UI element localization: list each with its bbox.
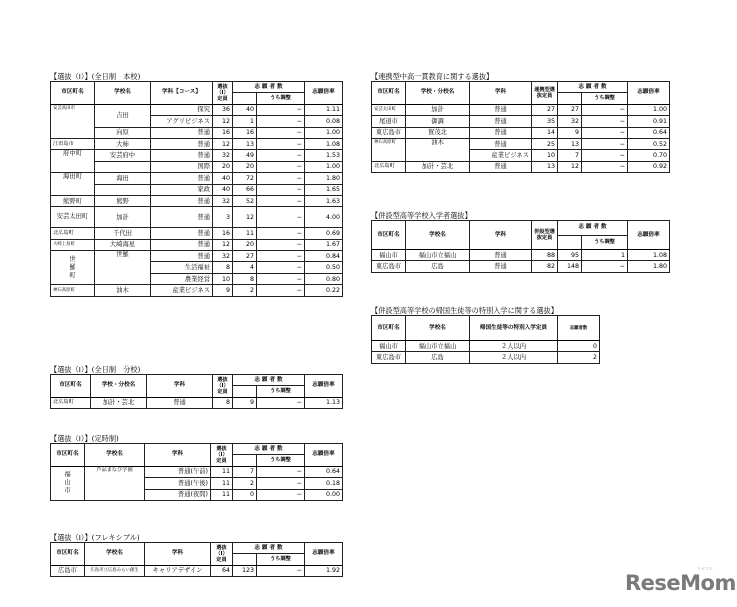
cell-ratio: 0.69 (305, 228, 343, 239)
cell-school: 加計 (406, 104, 470, 115)
cell-uchi: − (257, 116, 305, 127)
cell-city: 北広島町 (51, 228, 95, 239)
cell-dept: 普通 (151, 138, 213, 149)
header-school: 学校・分校名 (406, 82, 470, 105)
section-flexible (50, 533, 343, 577)
cell-applicants: 9 (233, 397, 257, 408)
cell-applicants: 12 (233, 207, 257, 228)
cell-quota: 36 (213, 104, 233, 115)
cell-city: 広島市 (51, 565, 85, 576)
cell-ratio: 0.22 (305, 285, 343, 296)
header-city: 市区町名 (51, 82, 95, 105)
cell-applicants: 27 (558, 104, 582, 115)
cell-dept: 普通 (470, 116, 532, 127)
header-ratio: 志願倍率 (305, 82, 343, 105)
cell-dept: 普通(午前) (145, 466, 211, 477)
cell-applicants: 2 (558, 352, 600, 363)
cell-applicants: 20 (233, 239, 257, 250)
cell-applicants: 148 (558, 261, 582, 272)
table-renkeigata (371, 81, 670, 173)
cell-ratio: 1.00 (305, 161, 343, 172)
cell-city: 福山市 (372, 250, 406, 261)
cell-quota: 11 (211, 489, 233, 500)
section-renkeigata (371, 72, 670, 173)
table-row (372, 341, 600, 352)
cell-city: 安芸高田市 (51, 104, 95, 138)
cell-dept: 生活福祉 (151, 262, 213, 273)
header-uchi: うち調整 (582, 93, 628, 104)
cell-uchi: − (257, 195, 305, 206)
cell-quota: 35 (532, 116, 558, 127)
cell-quota: 32 (213, 195, 233, 206)
cell-applicants: 9 (558, 127, 582, 138)
cell-quota: 32 (213, 150, 233, 161)
cell-uchi: − (257, 251, 305, 262)
cell-applicants: 12 (558, 161, 582, 172)
cell-dept: 産業ビジネス (470, 150, 532, 161)
cell-applicants: 8 (233, 273, 257, 284)
cell-quota: 12 (213, 138, 233, 149)
cell-ratio: 1.67 (305, 239, 343, 250)
header-applicants: 志 願 者 数 (233, 375, 305, 386)
table-row (51, 251, 343, 262)
cell-ratio: 1.11 (305, 104, 343, 115)
cell-ratio: 1.80 (628, 261, 670, 272)
cell-city: 北広島町 (372, 161, 406, 172)
header-ratio: 志願倍率 (305, 375, 343, 398)
cell-school: 熊野 (95, 195, 151, 206)
cell-uchi: − (257, 262, 305, 273)
header-city: 市区町名 (372, 316, 406, 341)
table-row (372, 127, 670, 138)
cell-school: 加計・芸北 (91, 397, 147, 408)
resemom-logo: ReseMom (625, 571, 736, 595)
cell-quota: 27 (532, 104, 558, 115)
cell-applicants: 123 (233, 565, 257, 576)
table-row (51, 104, 343, 115)
header-quota: 選抜（Ⅰ）定員 (213, 82, 233, 105)
cell-ratio: 1.00 (628, 104, 670, 115)
cell-uchi: − (257, 239, 305, 250)
cell-uchi: − (582, 161, 628, 172)
cell-uchi: − (257, 273, 305, 284)
cell-applicants: 20 (233, 161, 257, 172)
header-applicants: 志 願 者 数 (558, 82, 628, 93)
cell-dept: 普通 (470, 161, 532, 172)
cell-school: 世羅 (95, 251, 151, 285)
cell-city: 神石高原町 (51, 285, 95, 296)
table-row (51, 285, 343, 296)
cell-dept: 普通 (151, 207, 213, 228)
cell-dept: 普通(夜間) (145, 489, 211, 500)
cell-school: 広島 (406, 352, 470, 363)
cell-dept: 産業ビジネス (151, 285, 213, 296)
cell-school: 加計 (95, 207, 151, 228)
table-zennichi-honkou (50, 81, 343, 297)
table-row (51, 150, 343, 161)
header-dept: 学科 (145, 543, 211, 566)
header-applicants: 志 願 者 数 (558, 221, 628, 236)
cell-school: 吉田 (95, 104, 151, 127)
cell-quota: 12 (213, 116, 233, 127)
section-title: 【併設型高等学校の帰国生徒等の特別入学に関する選抜】 (371, 306, 558, 315)
cell-city: 尾道市 (372, 116, 406, 127)
header-quota: 選抜（Ⅰ）定員 (211, 543, 233, 566)
cell-quota: ２人以内 (470, 352, 558, 363)
cell-dept: 普通 (470, 250, 532, 261)
cell-applicants: 2 (233, 478, 257, 489)
cell-dept: 普通 (470, 104, 532, 115)
header-school: 学校名 (85, 543, 145, 566)
header-quota: 選抜（Ⅰ）定員 (211, 444, 233, 467)
table-heisetsugata (371, 220, 670, 273)
cell-quota: 13 (532, 161, 558, 172)
cell-uchi: − (257, 478, 305, 489)
cell-quota: 8 (213, 262, 233, 273)
header-school: 学校・分校名 (91, 375, 147, 398)
cell-city: 安芸太田町 (51, 207, 95, 228)
header-quota: 連携型選抜定員 (532, 82, 558, 105)
cell-school: 芦品まなび学園 (85, 466, 145, 500)
table-row (51, 466, 343, 477)
cell-uchi: − (582, 116, 628, 127)
header-quota: 選抜（Ⅰ）定員 (213, 375, 233, 398)
section-heisetsugata (371, 211, 670, 273)
header-dept: 学科 (470, 82, 532, 105)
cell-ratio: 1.13 (305, 397, 343, 408)
cell-uchi: − (257, 104, 305, 115)
section-title: 【選抜（Ⅰ）】(フレキシブル) (50, 533, 140, 542)
header-city: 市区町名 (372, 221, 406, 250)
cell-ratio: 1.00 (305, 127, 343, 138)
cell-city: 東広島市 (372, 261, 406, 272)
cell-uchi: − (257, 184, 305, 195)
section-zennichi-honkou (50, 72, 343, 297)
cell-quota: 3 (213, 207, 233, 228)
cell-ratio: 1.08 (305, 138, 343, 149)
header-dept: 学科 (145, 444, 211, 467)
cell-quota: 14 (532, 127, 558, 138)
cell-applicants: 13 (558, 138, 582, 149)
cell-city: 福山市 (51, 466, 85, 500)
cell-applicants: 40 (233, 104, 257, 115)
cell-quota: 12 (213, 239, 233, 250)
cell-quota: 20 (213, 161, 233, 172)
logo-subtext: リセマム (697, 566, 713, 571)
table-row (372, 261, 670, 272)
cell-quota: 40 (213, 184, 233, 195)
header-quota: 併設型選抜定員 (532, 221, 558, 250)
cell-applicants: 72 (233, 173, 257, 184)
header-applicants: 志 願 者 数 (233, 82, 305, 93)
header-city: 市区町名 (51, 444, 85, 467)
cell-school: 大崎海星 (95, 239, 151, 250)
cell-applicants: 95 (558, 250, 582, 261)
table-row (372, 104, 670, 115)
cell-uchi: − (257, 489, 305, 500)
cell-quota: 16 (213, 127, 233, 138)
table-row (51, 138, 343, 149)
table-zennichi-bunkou (50, 374, 343, 409)
cell-uchi: − (257, 207, 305, 228)
cell-quota: 10 (532, 150, 558, 161)
cell-uchi: − (257, 565, 305, 576)
cell-dept: 普通 (151, 251, 213, 262)
section-title: 【併設型高等学校入学者選抜】 (371, 211, 472, 220)
cell-quota: 88 (532, 250, 558, 261)
table-row (372, 250, 670, 261)
cell-applicants: 4 (233, 262, 257, 273)
cell-ratio: 0.64 (628, 127, 670, 138)
cell-dept: 普通 (151, 228, 213, 239)
cell-applicants: 16 (233, 127, 257, 138)
cell-applicants: 52 (233, 195, 257, 206)
cell-school: 安芸府中 (95, 150, 151, 161)
cell-dept: 普通 (151, 173, 213, 184)
cell-city: 海田町 (51, 173, 95, 196)
cell-dept: 普通 (151, 127, 213, 138)
table-row (51, 173, 343, 184)
table-row (372, 116, 670, 127)
section-title: 【選抜（Ⅰ）】(全日制 分校) (50, 365, 141, 374)
cell-ratio: 0.80 (305, 273, 343, 284)
cell-dept: 普通 (151, 150, 213, 161)
cell-dept: 普通 (151, 195, 213, 206)
cell-applicants: 13 (233, 138, 257, 149)
cell-uchi: − (257, 285, 305, 296)
cell-dept: 普通(午後) (145, 478, 211, 489)
section-kikoku (371, 306, 600, 364)
cell-dept: 普通 (470, 138, 532, 149)
cell-uchi: − (257, 173, 305, 184)
cell-quota: 82 (532, 261, 558, 272)
cell-ratio: 0.64 (305, 466, 343, 477)
cell-school: 御調 (406, 116, 470, 127)
cell-ratio: 0.84 (305, 251, 343, 262)
cell-uchi: − (257, 228, 305, 239)
header-school: 学校名 (85, 444, 145, 467)
cell-school: 油木 (406, 138, 470, 161)
cell-city: 東広島市 (372, 352, 406, 363)
table-row (51, 228, 343, 239)
cell-ratio: 0.91 (628, 116, 670, 127)
cell-ratio: 4.00 (305, 207, 343, 228)
header-ratio: 志願倍率 (305, 543, 343, 566)
cell-quota: 16 (213, 228, 233, 239)
cell-uchi: − (257, 127, 305, 138)
header-ratio: 志願倍率 (628, 221, 670, 250)
section-title: 【連携型中高一貫教育に関する選抜】 (371, 72, 494, 81)
header-ratio: 志願倍率 (305, 444, 343, 467)
cell-applicants: 49 (233, 150, 257, 161)
header-school: 学校名 (95, 82, 151, 105)
cell-school: 広島 (406, 261, 470, 272)
cell-dept: 普通 (470, 127, 532, 138)
cell-city: 大崎上島町 (51, 239, 95, 250)
cell-dept: 国際 (151, 161, 213, 172)
header-city: 市区町名 (51, 543, 85, 566)
header-uchi: うち調整 (257, 93, 305, 104)
cell-ratio: 1.92 (305, 565, 343, 576)
cell-applicants: 66 (233, 184, 257, 195)
cell-city: 世羅町 (51, 251, 95, 285)
cell-quota: 64 (211, 565, 233, 576)
cell-ratio: 0.08 (305, 116, 343, 127)
header-dept: 学科 (470, 221, 532, 250)
cell-school: 大柿 (95, 138, 151, 149)
table-row (51, 207, 343, 228)
section-title: 【選抜（Ⅰ）】(全日制 本校) (50, 72, 141, 81)
cell-school: 広島市立広島みらい創生 (85, 565, 145, 576)
table-row (51, 195, 343, 206)
cell-applicants: 7 (558, 150, 582, 161)
cell-school: 千代田 (95, 228, 151, 239)
cell-dept: 普通 (147, 397, 213, 408)
cell-quota: 11 (211, 478, 233, 489)
cell-school: 海田 (95, 173, 151, 184)
table-kikoku (371, 315, 600, 364)
cell-school: 福山市立福山 (406, 250, 470, 261)
cell-applicants: 7 (233, 466, 257, 477)
cell-uchi: 1 (582, 250, 628, 261)
header-city: 市区町名 (372, 82, 406, 105)
cell-ratio: 1.63 (305, 195, 343, 206)
cell-applicants: 1 (233, 116, 257, 127)
section-teijisei (50, 434, 343, 501)
cell-dept: 普通 (151, 239, 213, 250)
header-dept: 学科【コース】 (151, 82, 213, 105)
header-uchi: うち調整 (582, 235, 628, 250)
table-row (51, 127, 343, 138)
cell-uchi: − (257, 150, 305, 161)
cell-uchi: − (582, 150, 628, 161)
cell-city: 江田島市 (51, 138, 95, 149)
table-row (51, 161, 343, 172)
cell-ratio: 1.53 (305, 150, 343, 161)
section-title: 【選抜（Ⅰ）】(定時制) (50, 434, 119, 443)
cell-applicants: 11 (233, 228, 257, 239)
cell-dept: 家政 (151, 184, 213, 195)
header-school: 学校名 (406, 316, 470, 341)
header-uchi: うち調整 (257, 554, 305, 565)
cell-school: 油木 (95, 285, 151, 296)
cell-quota: 8 (213, 397, 233, 408)
cell-school: 福山市立福山 (406, 341, 470, 352)
cell-applicants: 0 (233, 489, 257, 500)
cell-uchi: − (257, 138, 305, 149)
header-uchi: うち調整 (257, 386, 305, 397)
cell-ratio: 0.18 (305, 478, 343, 489)
cell-uchi: − (257, 466, 305, 477)
cell-quota: ２人以内 (470, 341, 558, 352)
cell-ratio: 0.70 (628, 150, 670, 161)
header-applicants: 志願者数 (558, 316, 600, 341)
cell-ratio: 0.50 (305, 262, 343, 273)
table-teijisei (50, 443, 343, 501)
table-row (372, 161, 670, 172)
cell-school: 賀茂北 (406, 127, 470, 138)
cell-city: 東広島市 (372, 127, 406, 138)
section-zennichi-bunkou (50, 365, 343, 409)
cell-quota: 32 (213, 251, 233, 262)
table-row (51, 184, 343, 195)
table-row (51, 565, 343, 576)
cell-uchi: − (257, 397, 305, 408)
table-row (51, 397, 343, 408)
cell-city: 神石高原町 (372, 138, 406, 161)
cell-city: 熊野町 (51, 195, 95, 206)
table-row (372, 138, 670, 149)
cell-applicants: 32 (558, 116, 582, 127)
cell-city: 福山市 (372, 341, 406, 352)
cell-applicants: 27 (233, 251, 257, 262)
cell-ratio: 0.00 (305, 489, 343, 500)
cell-ratio: 1.08 (628, 250, 670, 261)
table-row (51, 239, 343, 250)
cell-dept: 探究 (151, 104, 213, 115)
cell-ratio: 0.52 (628, 138, 670, 149)
cell-uchi: − (582, 261, 628, 272)
header-city: 市区町名 (51, 375, 91, 398)
cell-quota: 9 (213, 285, 233, 296)
table-flexible (50, 542, 343, 577)
table-row (372, 352, 600, 363)
header-quota: 帰国生徒等の特別入学定員 (470, 316, 558, 341)
cell-quota: 11 (211, 466, 233, 477)
header-dept: 学科 (147, 375, 213, 398)
cell-dept: 農業経営 (151, 273, 213, 284)
cell-dept: 普通 (470, 261, 532, 272)
cell-ratio: 0.92 (628, 161, 670, 172)
cell-uchi: − (582, 138, 628, 149)
cell-school: 向原 (95, 127, 151, 138)
header-uchi: うち調整 (257, 455, 305, 466)
header-applicants: 志 願 者 数 (233, 543, 305, 554)
cell-quota: 10 (213, 273, 233, 284)
cell-quota: 40 (213, 173, 233, 184)
header-school: 学校名 (406, 221, 470, 250)
cell-school: 加計・芸北 (406, 161, 470, 172)
cell-applicants: 2 (233, 285, 257, 296)
cell-dept: アグリビジネス (151, 116, 213, 127)
cell-ratio: 1.65 (305, 184, 343, 195)
cell-city: 北広島町 (51, 397, 91, 408)
cell-uchi: − (582, 104, 628, 115)
cell-uchi: − (582, 127, 628, 138)
cell-ratio: 1.80 (305, 173, 343, 184)
cell-city: 府中町 (51, 150, 95, 173)
cell-city: 安芸太田町 (372, 104, 406, 115)
cell-dept: キャリアデザイン (145, 565, 211, 576)
cell-uchi: − (257, 161, 305, 172)
cell-quota: 25 (532, 138, 558, 149)
cell-applicants: 0 (558, 341, 600, 352)
header-ratio: 志願倍率 (628, 82, 670, 105)
header-applicants: 志 願 者 数 (233, 444, 305, 455)
